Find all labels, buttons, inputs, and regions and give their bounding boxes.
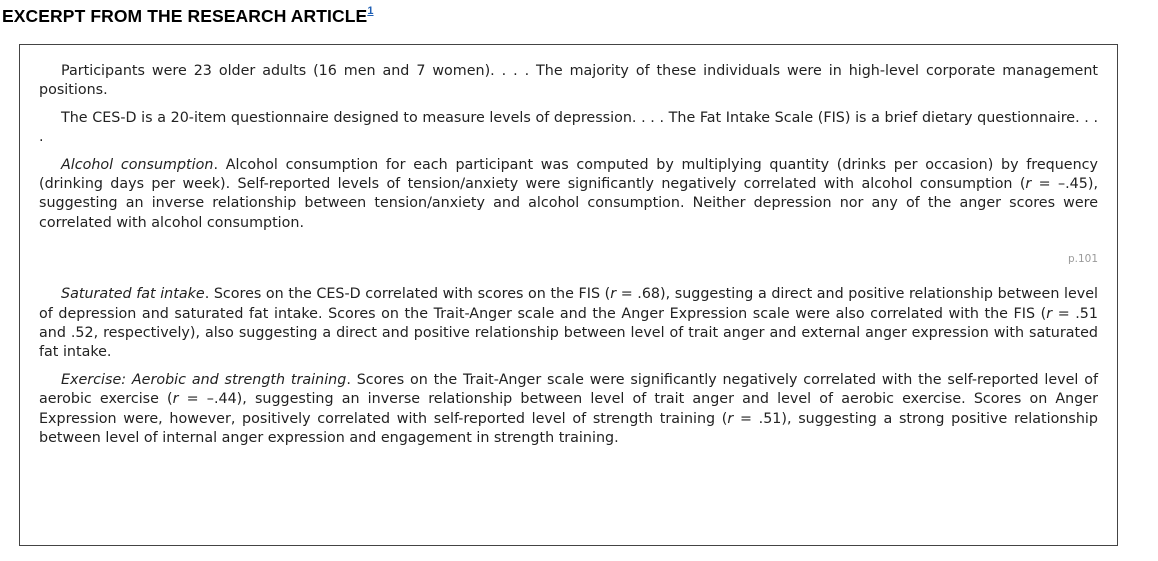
paragraph-lead: Exercise: Aerobic and strength training <box>61 371 347 388</box>
paragraph-text: = .68), suggesting a direct and positive relationship between level of depression and saturated fat intake. Scores on the Trait-Anger scale and the Anger Expression scale were also correlated with the FIS ( <box>39 286 1099 322</box>
page-number: p.101 <box>1067 253 1098 266</box>
paragraph-text: . Scores on the CES-D correlated with scores on the FIS ( <box>204 286 611 303</box>
r-symbol: r <box>172 391 179 408</box>
paragraph-alcohol <box>39 156 1098 234</box>
r-symbol: r <box>1025 176 1032 193</box>
r-symbol: r <box>610 286 617 303</box>
paragraph-text: = –.45), suggesting an inverse relationship between tension/anxiety and alcohol consumption. Neither depression nor any of the anger scores were correlated with alcohol consumption. <box>39 176 1098 231</box>
paragraph-text: Participants were 23 older adults (16 men and 7 women). . . . The majority of these individuals were in high-level corporate management positions. <box>39 63 1098 99</box>
paragraph-text: = .51 and .52, respectively), also suggesting a direct and positive relationship between level of trait anger and external anger expression with saturated fat intake. <box>39 305 1098 361</box>
footnote-link[interactable]: 1 <box>367 5 374 17</box>
excerpt-box <box>19 44 1118 546</box>
paragraph-text: = .51), suggesting a strong positive relationship between level of internal anger expression and engagement in strength training. <box>39 410 1098 447</box>
paragraph-text: = –.44), suggesting an inverse relationship between level of trait anger and level of aerobic exercise. Scores on Anger Expression were, however, positively correlated with self-reported level of strength training ( <box>39 391 1098 427</box>
paragraph-exercise <box>39 371 1098 449</box>
paragraph-text: The CES-D is a 20-item questionnaire designed to measure levels of depression. . . . The Fat Intake Scale (FIS) is a brief dietary questionnaire. . . . <box>39 109 1098 146</box>
excerpt-heading <box>2 0 374 27</box>
paragraph-measures <box>39 109 1098 148</box>
paragraph-text: . Scores on the Trait-Anger scale were significantly negatively correlated with the self-reported level of aerobic exercise ( <box>39 371 1098 408</box>
r-symbol: r <box>727 410 734 427</box>
r-symbol: r <box>1046 305 1053 322</box>
paragraph-lead: Alcohol consumption <box>61 156 214 173</box>
paragraph-fat-intake <box>39 285 1098 363</box>
paragraph-lead: Saturated fat intake <box>61 286 205 303</box>
excerpt-title: EXCERPT FROM THE RESEARCH ARTICLE <box>2 6 368 26</box>
paragraph-participants <box>39 62 1098 101</box>
paragraph-text: . Alcohol consumption for each participant was computed by multiplying quantity (drinks per occasion) by frequency (drinking days per week). Self-reported levels of tension/anxiety were significantly negatively correlated with alcohol consumption ( <box>39 156 1098 193</box>
